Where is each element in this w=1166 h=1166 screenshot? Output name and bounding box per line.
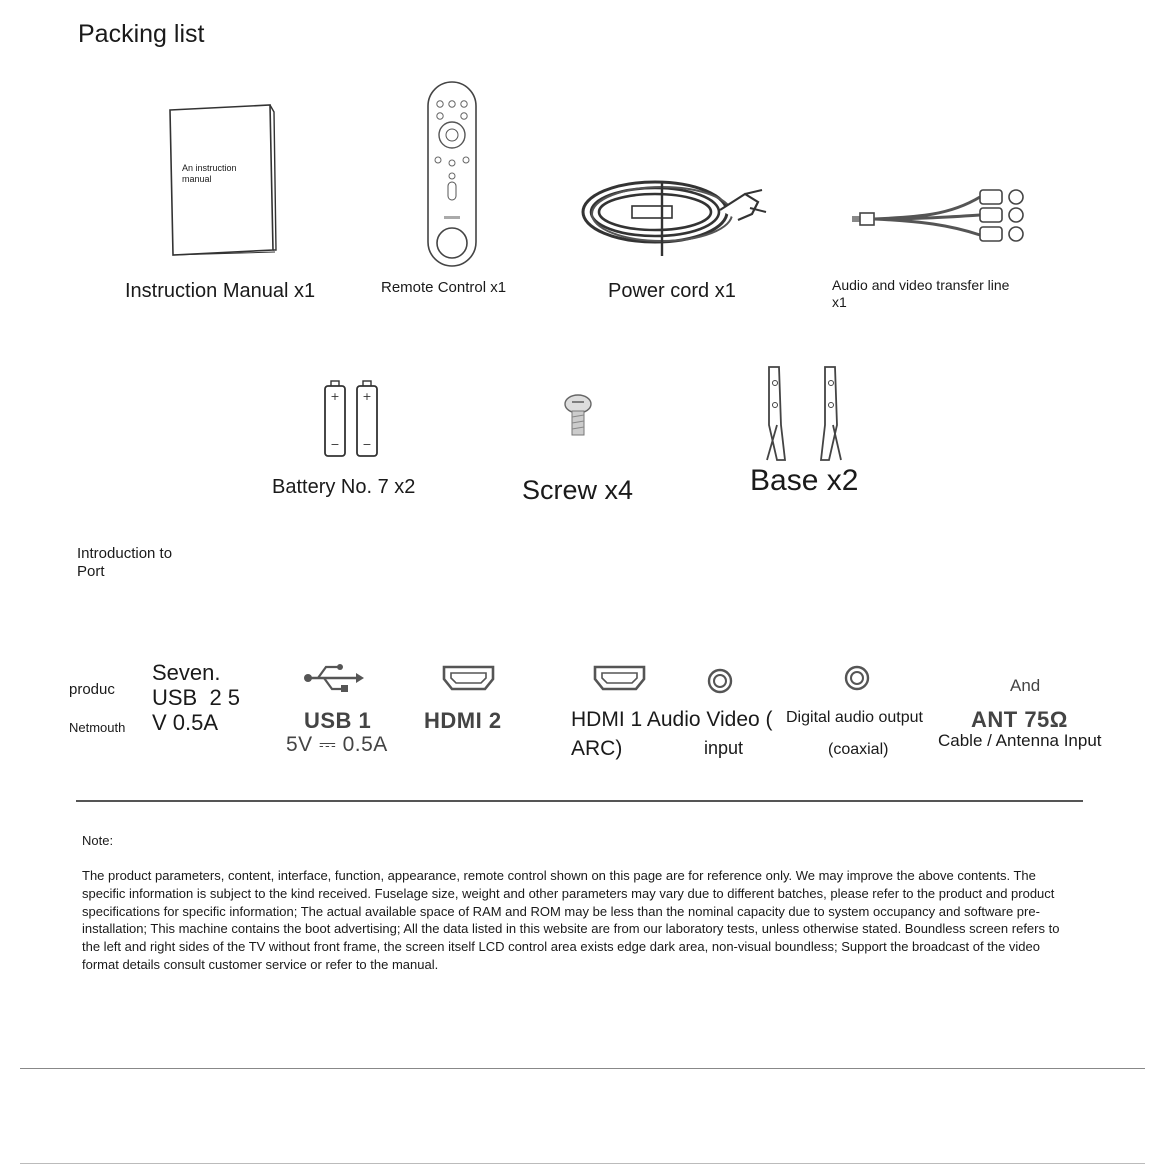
port-digital-line2: (coaxial) — [828, 741, 889, 758]
base-label: Base x2 — [750, 464, 859, 497]
intro-line1: Introduction to — [77, 545, 173, 562]
svg-text:+: + — [330, 390, 340, 403]
port-av-input-label: input — [704, 738, 744, 758]
port-product-label: produc — [69, 681, 115, 698]
intro-line2: Port — [77, 563, 105, 580]
av-cable-label — [832, 277, 1009, 311]
port-hdmi1-line2: ARC) — [571, 737, 623, 760]
footer-divider — [20, 1068, 1145, 1069]
hdmi-port-icon — [592, 664, 647, 692]
remote-label: Remote Control x1 — [381, 279, 507, 296]
usb-icon — [304, 663, 364, 693]
power-cord-label: Power cord x1 — [608, 280, 736, 302]
screw-label: Screw x4 — [522, 475, 634, 505]
svg-text:−: − — [362, 438, 372, 451]
coaxial-port-icon — [844, 665, 872, 693]
note-heading: Note: — [82, 833, 114, 848]
svg-text:−: − — [330, 438, 340, 451]
port-usb1-spec: 5V ⎓ 0.5A — [286, 733, 388, 756]
port-ant-label: ANT 75Ω — [971, 707, 1068, 732]
port-ant-line2: Cable / Antenna Input — [938, 731, 1102, 750]
av-cable-label-line1: Audio and video transfer line — [832, 277, 1010, 293]
intro-heading — [77, 545, 172, 581]
screw-icon — [562, 392, 596, 440]
port-usb2-line1: Seven. — [152, 660, 221, 685]
coaxial-port-icon — [707, 668, 735, 696]
av-cable-label-line2: x1 — [832, 294, 847, 310]
hdmi-port-icon — [441, 664, 496, 692]
port-hdmi1-line1: HDMI 1 Audio Video ( — [571, 708, 773, 731]
svg-text:+: + — [362, 390, 372, 403]
port-hdmi2-label: HDMI 2 — [424, 708, 502, 733]
remote-control-icon — [424, 80, 479, 270]
manual-cover-text: An instruction manual — [182, 163, 237, 184]
section-divider — [76, 800, 1083, 802]
port-digital-line1: Digital audio output — [786, 709, 923, 726]
note-body: The product parameters, content, interface, function, appearance, remote control shown on this page are for reference only. We may improve the above contents. The specific information is subject to the kind received. Fuselage size, weight and other parameters may vary due to different batches, please refer to the product and product specifications for specific information; The actual available space of RAM and ROM may be less than the nominal capacity due to system occupancy and software pre-installation; This machine contains the boot advertising; All the data listed in this website are from our laboratory tests, unless otherwise stated. Boundless screen refers to the left and right sides of the TV without front frame, the screen itself LCD control area exists edge dark area, non-visual boundless; Support the broadcast of the video format details consult customer service or refer to the manual. — [82, 868, 1060, 972]
port-usb1-label: USB 1 — [304, 708, 372, 733]
base-stand-icon — [755, 365, 850, 463]
page-title: Packing list — [78, 20, 205, 48]
port-ant-and: And — [1010, 676, 1041, 695]
power-cord-icon — [580, 172, 770, 260]
manual-label: Instruction Manual x1 — [125, 280, 316, 302]
port-usb2-line3: V 0.5A — [152, 710, 219, 735]
footer-divider — [20, 1163, 1145, 1164]
battery-label: Battery No. 7 x2 — [272, 476, 416, 498]
port-netmouth-label: Netmouth — [69, 720, 125, 735]
battery-icon — [322, 380, 384, 458]
port-usb2-block — [152, 660, 240, 735]
av-cable-icon — [850, 185, 1030, 250]
port-usb2-line2: USB 2 5 — [152, 685, 241, 710]
